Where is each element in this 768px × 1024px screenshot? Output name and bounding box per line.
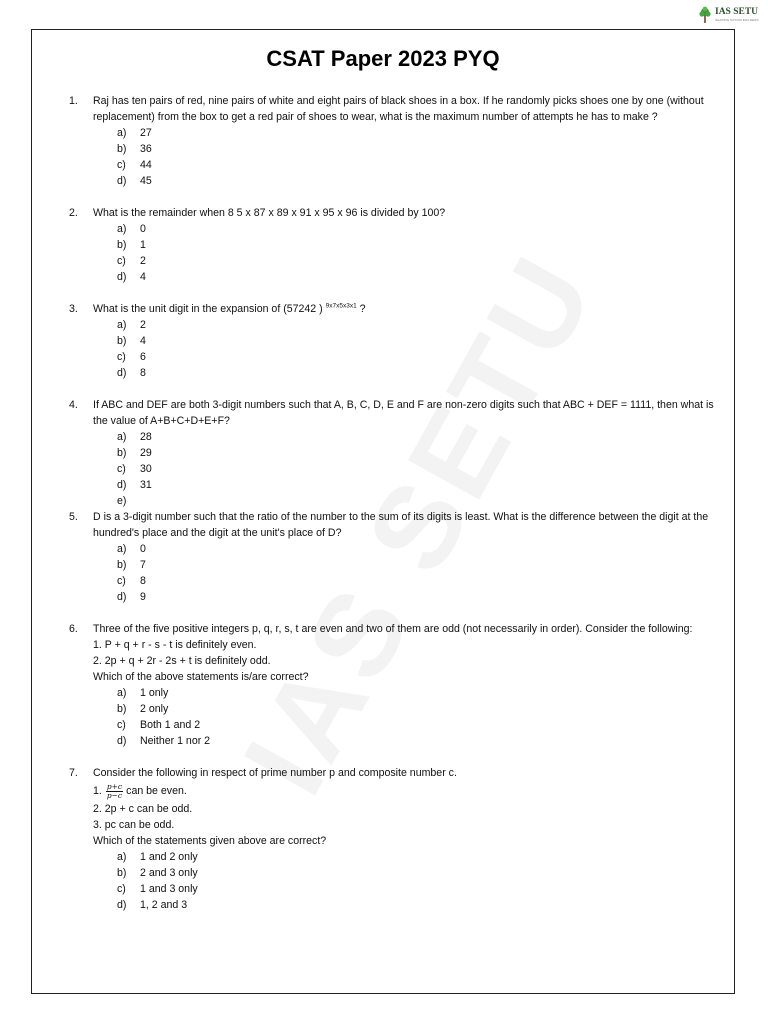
question-5 xyxy=(69,509,725,605)
question-number: 6. xyxy=(69,623,78,635)
option-text: 1, 2 and 3 xyxy=(140,899,188,911)
question-3 xyxy=(69,301,725,381)
option-a xyxy=(117,849,725,865)
option-letter: a) xyxy=(117,223,127,235)
page-title: CSAT Paper 2023 PYQ xyxy=(266,46,500,71)
option-d xyxy=(117,733,725,749)
option-text: 7 xyxy=(140,559,146,571)
option-letter: a) xyxy=(117,319,127,331)
option-list xyxy=(93,685,725,749)
option-letter: d) xyxy=(117,735,127,747)
logo-name: IAS SETU xyxy=(715,7,759,18)
option-list xyxy=(93,125,725,189)
option-b xyxy=(117,865,725,881)
question-number: 1. xyxy=(69,95,78,107)
option-list xyxy=(93,541,725,605)
option-c xyxy=(117,881,725,897)
question-text: Three of the five positive integers p, q, r, s, t are even and two of them are odd (not necessarily in order). Consider the following: xyxy=(93,623,693,635)
option-d xyxy=(117,897,725,913)
question-4 xyxy=(69,397,725,509)
option-text: 1 xyxy=(140,239,146,251)
option-c xyxy=(117,573,725,589)
fraction-denominator: p−c xyxy=(106,790,123,800)
option-c xyxy=(117,157,725,173)
option-text: 2 xyxy=(140,319,146,331)
statement-3: 3. pc can be odd. xyxy=(93,819,175,831)
question-number: 7. xyxy=(69,767,78,779)
option-letter: a) xyxy=(117,127,127,139)
question-1 xyxy=(69,93,725,189)
option-text: 44 xyxy=(140,159,152,171)
question-list xyxy=(69,93,725,913)
option-text: 30 xyxy=(140,463,152,475)
option-b xyxy=(117,333,725,349)
question-number: 3. xyxy=(69,303,78,315)
statement-2: 2. 2p + c can be odd. xyxy=(93,803,193,815)
option-a xyxy=(117,685,725,701)
question-number: 4. xyxy=(69,399,78,411)
option-b xyxy=(117,141,725,157)
option-letter: d) xyxy=(117,271,127,283)
option-letter: e) xyxy=(117,495,127,507)
option-letter: c) xyxy=(117,883,126,895)
option-text: 4 xyxy=(140,271,146,283)
option-text: 31 xyxy=(140,479,152,491)
question-prompt: Which of the above statements is/are correct? xyxy=(93,671,309,683)
question-6 xyxy=(69,621,725,749)
question-text: D is a 3-digit number such that the ratio of the number to the sum of its digits is least. What is the difference between the digit at the hundred's place and the digit at the unit's place of D? xyxy=(93,511,709,539)
option-letter: a) xyxy=(117,687,127,699)
statement-2: 2. 2p + q + 2r - 2s + t is definitely odd. xyxy=(93,655,271,667)
question-number: 2. xyxy=(69,207,78,219)
option-text: 4 xyxy=(140,335,146,347)
option-list xyxy=(93,849,725,913)
option-d xyxy=(117,173,725,189)
option-list xyxy=(93,221,725,285)
option-letter: d) xyxy=(117,899,127,911)
question-text xyxy=(93,301,725,317)
logo-tagline: SHAPING NATION BUILDERS xyxy=(715,17,759,22)
option-letter: b) xyxy=(117,239,127,251)
option-letter: d) xyxy=(117,591,127,603)
option-c xyxy=(117,461,725,477)
option-list xyxy=(93,317,725,381)
statement-number: 1. xyxy=(93,785,102,797)
option-text: 6 xyxy=(140,351,146,363)
option-letter: d) xyxy=(117,479,127,491)
option-letter: c) xyxy=(117,351,126,363)
option-list xyxy=(93,429,725,509)
option-a xyxy=(117,541,725,557)
question-number: 5. xyxy=(69,511,78,523)
option-text: 2 only xyxy=(140,703,169,715)
option-b xyxy=(117,237,725,253)
option-letter: d) xyxy=(117,367,127,379)
option-text: 1 and 2 only xyxy=(140,851,198,863)
option-text: 27 xyxy=(140,127,152,139)
option-d xyxy=(117,365,725,381)
option-text: Neither 1 nor 2 xyxy=(140,735,211,747)
option-letter: c) xyxy=(117,575,126,587)
option-c xyxy=(117,349,725,365)
option-text: Both 1 and 2 xyxy=(140,719,201,731)
option-text: 29 xyxy=(140,447,152,459)
option-d xyxy=(117,269,725,285)
tree-icon xyxy=(698,6,712,24)
question-text: Raj has ten pairs of red, nine pairs of white and eight pairs of black shoes in a box. If he randomly picks shoes one by one (without replacement) from the box to get a red pair of shoes to wear, what is the maximum number of attempts he has to make ? xyxy=(93,95,704,123)
question-text-end: ? xyxy=(356,303,366,315)
option-text: 8 xyxy=(140,367,146,379)
page-frame xyxy=(31,29,735,994)
question-text-main: What is the unit digit in the expansion of (57242 ) xyxy=(93,303,323,315)
option-letter: c) xyxy=(117,463,126,475)
option-e xyxy=(117,493,725,509)
option-b xyxy=(117,701,725,717)
option-letter: d) xyxy=(117,175,127,187)
option-letter: a) xyxy=(117,851,127,863)
question-prompt: Which of the statements given above are correct? xyxy=(93,835,327,847)
option-text: 45 xyxy=(140,175,152,187)
option-a xyxy=(117,125,725,141)
logo xyxy=(698,4,762,26)
option-c xyxy=(117,717,725,733)
option-d xyxy=(117,477,725,493)
statement-1: 1. P + q + r - s - t is definitely even. xyxy=(93,639,257,651)
option-text: 9 xyxy=(140,591,146,603)
option-letter: c) xyxy=(117,159,126,171)
option-letter: b) xyxy=(117,867,127,879)
option-letter: c) xyxy=(117,719,126,731)
question-text: Consider the following in respect of prime number p and composite number c. xyxy=(93,767,457,779)
fraction xyxy=(106,783,123,800)
option-letter: a) xyxy=(117,431,127,443)
question-text: What is the remainder when 8 5 x 87 x 89 x 91 x 95 x 96 is divided by 100? xyxy=(93,207,446,219)
option-a xyxy=(117,221,725,237)
option-text: 1 only xyxy=(140,687,169,699)
option-letter: b) xyxy=(117,143,127,155)
option-text: 1 and 3 only xyxy=(140,883,198,895)
option-letter: b) xyxy=(117,703,127,715)
question-7 xyxy=(69,765,725,913)
option-b xyxy=(117,445,725,461)
option-a xyxy=(117,317,725,333)
statement-1 xyxy=(93,781,725,801)
option-c xyxy=(117,253,725,269)
exponent: 9x7x5x3x1 xyxy=(325,302,357,310)
option-text: 36 xyxy=(140,143,152,155)
option-text: 0 xyxy=(140,223,146,235)
option-text: 2 xyxy=(140,255,146,267)
question-text: If ABC and DEF are both 3-digit numbers such that A, B, C, D, E and F are non-zero digits such that ABC + DEF = 1111, then what is the value of A+B+C+D+E+F? xyxy=(93,399,714,427)
option-text: 28 xyxy=(140,431,152,443)
option-letter: b) xyxy=(117,447,127,459)
option-b xyxy=(117,557,725,573)
option-a xyxy=(117,429,725,445)
option-letter: c) xyxy=(117,255,126,267)
statement-text: can be even. xyxy=(126,785,187,797)
option-letter: b) xyxy=(117,335,127,347)
option-text: 0 xyxy=(140,543,146,555)
fraction-numerator: p+c xyxy=(106,781,123,791)
option-d xyxy=(117,589,725,605)
question-2 xyxy=(69,205,725,285)
option-letter: b) xyxy=(117,559,127,571)
option-text: 8 xyxy=(140,575,146,587)
option-letter: a) xyxy=(117,543,127,555)
option-text: 2 and 3 only xyxy=(140,867,198,879)
